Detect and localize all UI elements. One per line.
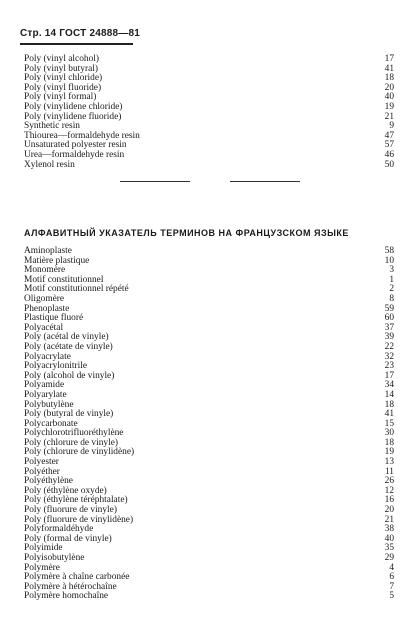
index-page-number: 1 [389, 274, 394, 285]
index-page-number: 59 [384, 303, 394, 314]
index-page-number: 22 [384, 341, 394, 352]
index-page-number: 41 [384, 409, 394, 420]
index-entry [24, 391, 394, 401]
index-page-number: 17 [384, 54, 394, 64]
index-term: Poly (vinylidene fluoride) [24, 111, 122, 122]
index-page-number: 14 [384, 389, 394, 400]
index-term: Polyéther [24, 466, 60, 477]
index-page-number: 23 [384, 361, 394, 372]
index-term: Polybutylène [24, 399, 74, 410]
index-term: Polyacrylate [24, 351, 71, 362]
index-term: Poly (vinyl formal) [24, 92, 97, 103]
index-term: Poly (formal de vinyle) [24, 533, 112, 544]
index-page-number: 35 [384, 543, 394, 554]
index-page-number: 7 [389, 581, 394, 592]
page-header: Стр. 14 ГОСТ 24888—81 [20, 28, 140, 39]
index-term: Poly (butyral de vinyle) [24, 409, 114, 420]
index-term: Polycarbonate [24, 418, 78, 429]
index-entry [24, 151, 394, 161]
index-page-number: 60 [384, 313, 394, 324]
index-page-number: 18 [384, 437, 394, 448]
index-term: Polyamide [24, 380, 65, 391]
index-term: Polyacrylonitrile [24, 361, 88, 372]
index-term: Phenoplaste [24, 303, 70, 314]
index-term: Xylenol resin [24, 159, 75, 170]
index-page-number: 8 [389, 293, 394, 304]
index-term: Thiourea—formaldehyde resin [24, 130, 140, 141]
index-page-number: 39 [384, 332, 394, 343]
index-page-number: 5 [389, 591, 394, 602]
index-term: Poly (vinyl alcohol) [24, 54, 99, 64]
index-term: Motif constitutionnel répété [24, 284, 129, 295]
index-term: Polyarylate [24, 389, 67, 400]
index-entry [24, 468, 394, 478]
index-page-number: 37 [384, 322, 394, 333]
index-page-number: 46 [384, 149, 394, 160]
index-entry [24, 161, 394, 171]
index-entry [24, 381, 394, 391]
index-page-number: 15 [384, 418, 394, 429]
index-term: Polymère à hétérochaîne [24, 581, 117, 592]
index-term: Poly (vinylidene chloride) [24, 101, 123, 112]
index-page-number: 57 [384, 140, 394, 151]
section-divider-right [230, 181, 300, 182]
index-entry [24, 458, 394, 468]
index-entry [24, 410, 394, 420]
index-entry [24, 535, 394, 545]
index-page-number: 16 [384, 495, 394, 506]
index-term: Poly (acétal de vinyle) [24, 332, 109, 343]
index-term: Monomère [24, 265, 66, 276]
index-term: Aminoplaste [24, 246, 72, 256]
index-entry [24, 343, 394, 353]
index-page-number: 6 [389, 572, 394, 583]
index-page-number: 13 [384, 457, 394, 468]
index-term: Unsaturated polyester resin [24, 140, 127, 151]
index-term: Poly (alcohol de vinyle) [24, 370, 115, 381]
index-page-number: 34 [384, 380, 394, 391]
index-entry [24, 448, 394, 458]
index-page-number: 17 [384, 370, 394, 381]
index-term: Oligomère [24, 293, 65, 304]
index-term: Polychlorotrifluoréthylène [24, 428, 124, 439]
index-term: Motif constitutionnel [24, 274, 104, 285]
index-entry [24, 295, 394, 305]
header-underline [20, 43, 133, 45]
index-page-number: 19 [384, 101, 394, 112]
index-page-number: 18 [384, 73, 394, 84]
index-page-number: 21 [384, 111, 394, 122]
index-page-number: 58 [384, 246, 394, 256]
index-term: Polyformaldéhyde [24, 524, 94, 535]
index-term: Polymère homochaîne [24, 591, 109, 602]
english-term-index-continued [24, 55, 394, 170]
index-page-number: 20 [384, 82, 394, 93]
index-term: Poly (chlorure de vinyle) [24, 437, 118, 448]
index-page-number: 40 [384, 92, 394, 103]
index-page-number: 18 [384, 399, 394, 410]
index-page-number: 21 [384, 514, 394, 525]
index-page-number: 41 [384, 63, 394, 74]
index-term: Poly (vinyl butyral) [24, 63, 98, 74]
french-term-index [24, 247, 394, 602]
index-term: Polymère à chaîne carbonée [24, 572, 130, 583]
index-term: Polyisobutylène [24, 553, 85, 563]
section-divider-left [120, 181, 190, 182]
index-page-number: 26 [384, 476, 394, 487]
index-page-number: 50 [384, 159, 394, 170]
index-page-number: 11 [384, 466, 394, 477]
index-page-number: 20 [384, 505, 394, 516]
index-entry [24, 592, 394, 602]
index-term: Poly (éthylène téréphtalate) [24, 495, 128, 506]
index-term: Urea—formaldehyde resin [24, 149, 125, 160]
index-term: Poly (acétate de vinyle) [24, 341, 113, 352]
index-page-number: 30 [384, 428, 394, 439]
index-term: Poly (vinyl fluoride) [24, 82, 102, 93]
index-term: Synthetic resin [24, 121, 80, 132]
index-page-number: 47 [384, 130, 394, 141]
index-page-number: 2 [389, 284, 394, 295]
index-term: Polyimide [24, 543, 63, 554]
index-entry [24, 285, 394, 295]
index-page-number: 32 [384, 351, 394, 362]
index-term: Poly (fluorure de vinyle) [24, 505, 117, 516]
index-entry [24, 372, 394, 382]
index-entry [24, 554, 394, 564]
index-term: Polymère [24, 562, 60, 573]
section-title: АЛФАВИТНЫЙ УКАЗАТЕЛЬ ТЕРМИНОВ НА ФРАНЦУЗСКОМ ЯЗЫКЕ [24, 228, 349, 238]
index-term: Polyester [24, 457, 59, 468]
index-page-number: 29 [384, 553, 394, 563]
index-term: Poly (chlorure de vinylidène) [24, 447, 135, 458]
index-page-number: 9 [389, 121, 394, 132]
index-term: Poly (fluorure de vinylidène) [24, 514, 134, 525]
index-page-number: 12 [384, 485, 394, 496]
index-page-number: 38 [384, 524, 394, 535]
index-page-number: 40 [384, 533, 394, 544]
index-page-number: 4 [389, 562, 394, 573]
index-term: Poly (vinyl chloride) [24, 73, 103, 84]
index-entry [24, 314, 394, 324]
index-term: Polyacétal [24, 322, 64, 333]
index-term: Poly (éthylène oxyde) [24, 485, 107, 496]
index-entry [24, 257, 394, 267]
index-term: Plastique fluoré [24, 313, 84, 324]
index-page-number: 3 [389, 265, 394, 276]
index-term: Polyéthylène [24, 476, 73, 487]
index-page-number: 19 [384, 447, 394, 458]
index-page-number: 10 [384, 255, 394, 266]
index-term: Matière plastique [24, 255, 90, 266]
